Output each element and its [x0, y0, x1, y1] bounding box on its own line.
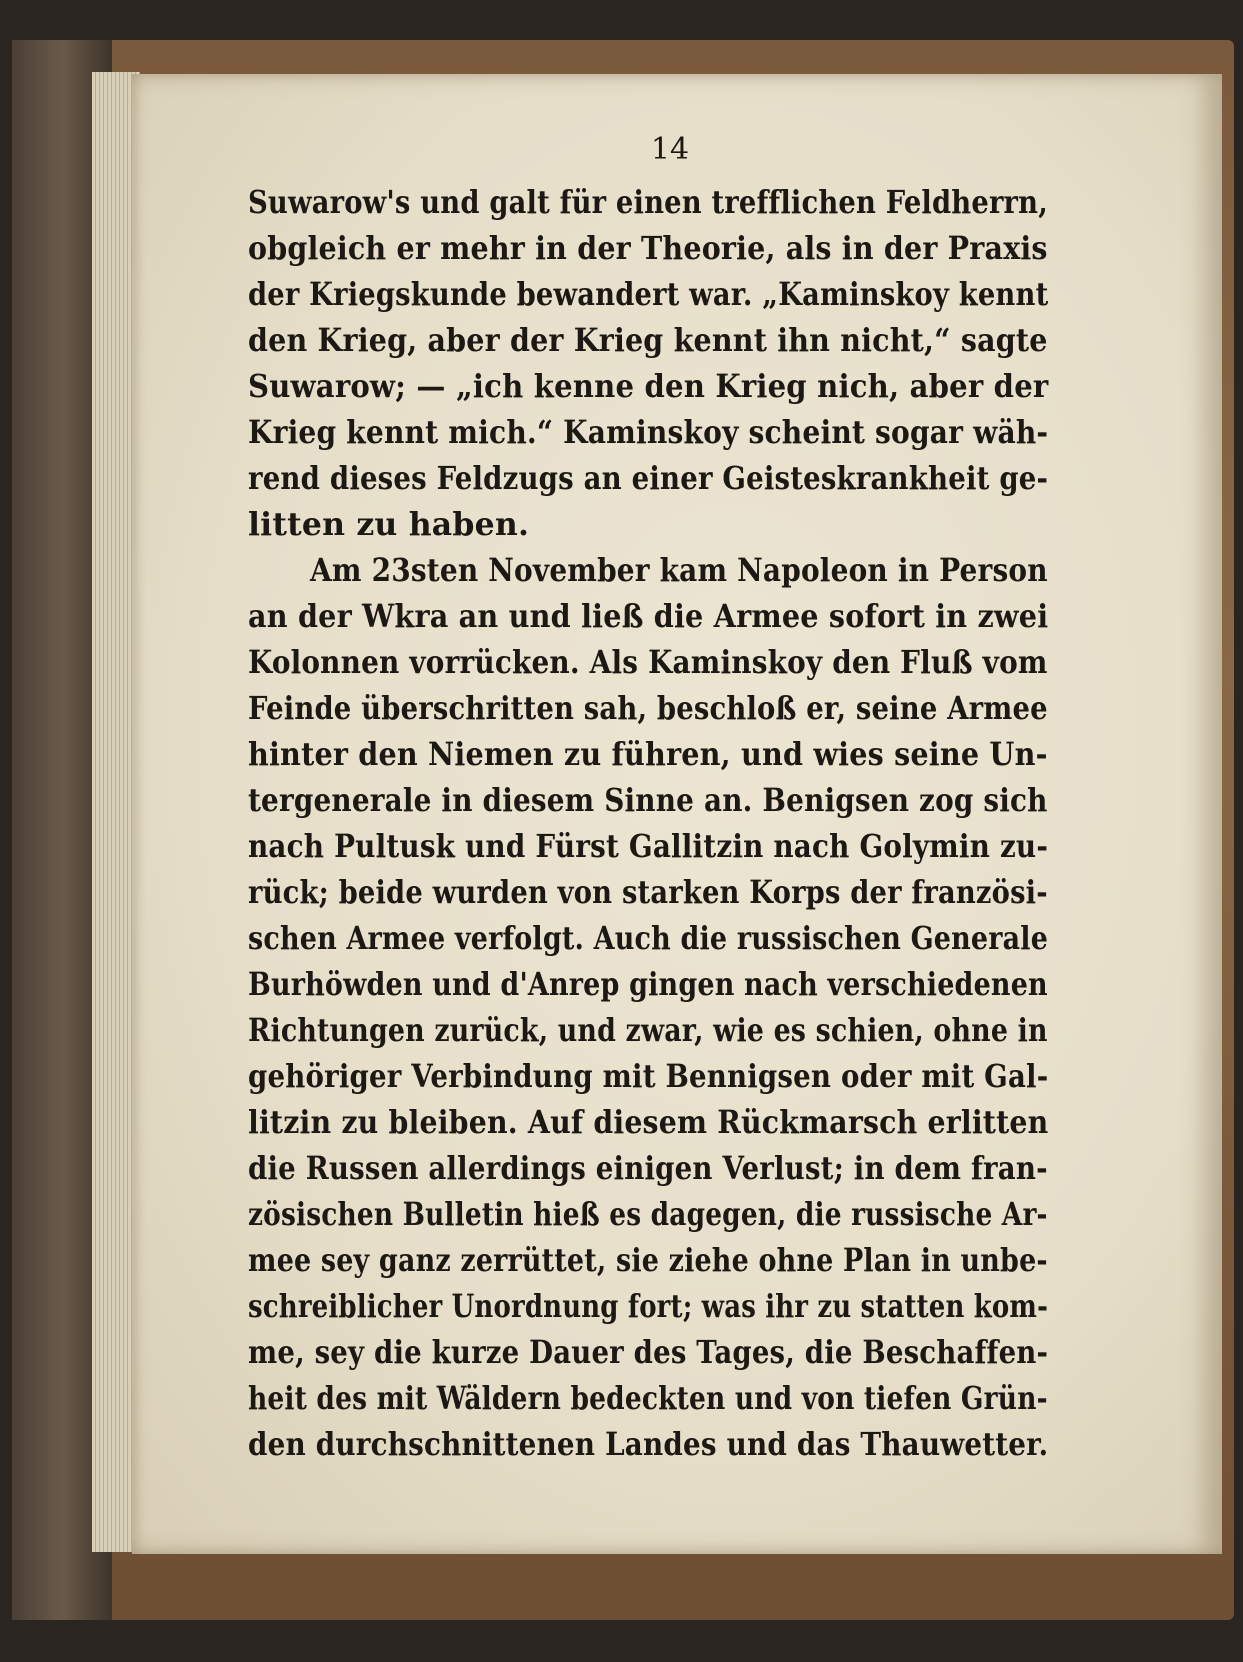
text-line: den Krieg, aber der Krieg kennt ihn nicht,“ sagte — [248, 322, 1048, 359]
text-line: Kolonnen vorrücken. Als Kaminskoy den Fluß vom — [248, 644, 1048, 681]
text-line: den durchschnittenen Landes und das Thauwetter. — [248, 1426, 1049, 1463]
text-line: litten zu haben. — [248, 506, 530, 543]
text-line: Feinde überschritten sah, beschloß er, seine Armee — [248, 690, 1048, 727]
text-line: gehöriger Verbindung mit Bennigsen oder mit Gal- — [248, 1058, 1049, 1095]
text-line: rück; beide wurden von starken Korps der französi- — [248, 874, 1048, 911]
text-line: der Kriegskunde bewandert war. „Kaminskoy kennt — [248, 276, 1049, 313]
text-line: Burhöwden und d'Anrep gingen nach verschiedenen — [248, 966, 1048, 1003]
text-line: Am 23sten November kam Napoleon in Person — [310, 552, 1048, 589]
text-line: an der Wkra an und ließ die Armee sofort in zwei — [248, 598, 1049, 635]
text-line: schen Armee verfolgt. Auch die russischen Generale — [248, 920, 1049, 957]
text-line: tergenerale in diesem Sinne an. Benigsen zog sich — [248, 782, 1048, 819]
text-line: me, sey die kurze Dauer des Tages, die Beschaffen- — [248, 1334, 1049, 1371]
text-line: obgleich er mehr in der Theorie, als in der Praxis — [248, 230, 1048, 267]
text-line: litzin zu bleiben. Auf diesem Rückmarsch erlitten — [248, 1104, 1049, 1141]
text-line: zösischen Bulletin hieß es dagegen, die russische Ar- — [248, 1196, 1048, 1233]
page-number: 14 — [650, 132, 690, 167]
text-line: Krieg kennt mich.“ Kaminskoy scheint sogar wäh- — [248, 414, 1049, 451]
text-line: schreiblicher Unordnung fort; was ihr zu statten kom- — [248, 1288, 1049, 1325]
text-line: die Russen allerdings einigen Verlust; in dem fran- — [248, 1150, 1048, 1187]
text-line: mee sey ganz zerrüttet, sie ziehe ohne Plan in unbe- — [248, 1242, 1048, 1279]
text-line: rend dieses Feldzugs an einer Geisteskrankheit ge- — [248, 460, 1049, 497]
page-text — [248, 180, 1048, 1468]
text-line: heit des mit Wäldern bedeckten und von tiefen Grün- — [248, 1380, 1048, 1417]
text-line: Suwarow's und galt für einen trefflichen Feldherrn, — [248, 184, 1048, 221]
text-line: Richtungen zurück, und zwar, wie es schien, ohne in — [248, 1012, 1048, 1049]
text-line: hinter den Niemen zu führen, und wies seine Un- — [248, 736, 1048, 773]
text-line: Suwarow; — „ich kenne den Krieg nich, aber der — [248, 368, 1049, 405]
text-line: nach Pultusk und Fürst Gallitzin nach Golymin zu- — [248, 828, 1049, 865]
